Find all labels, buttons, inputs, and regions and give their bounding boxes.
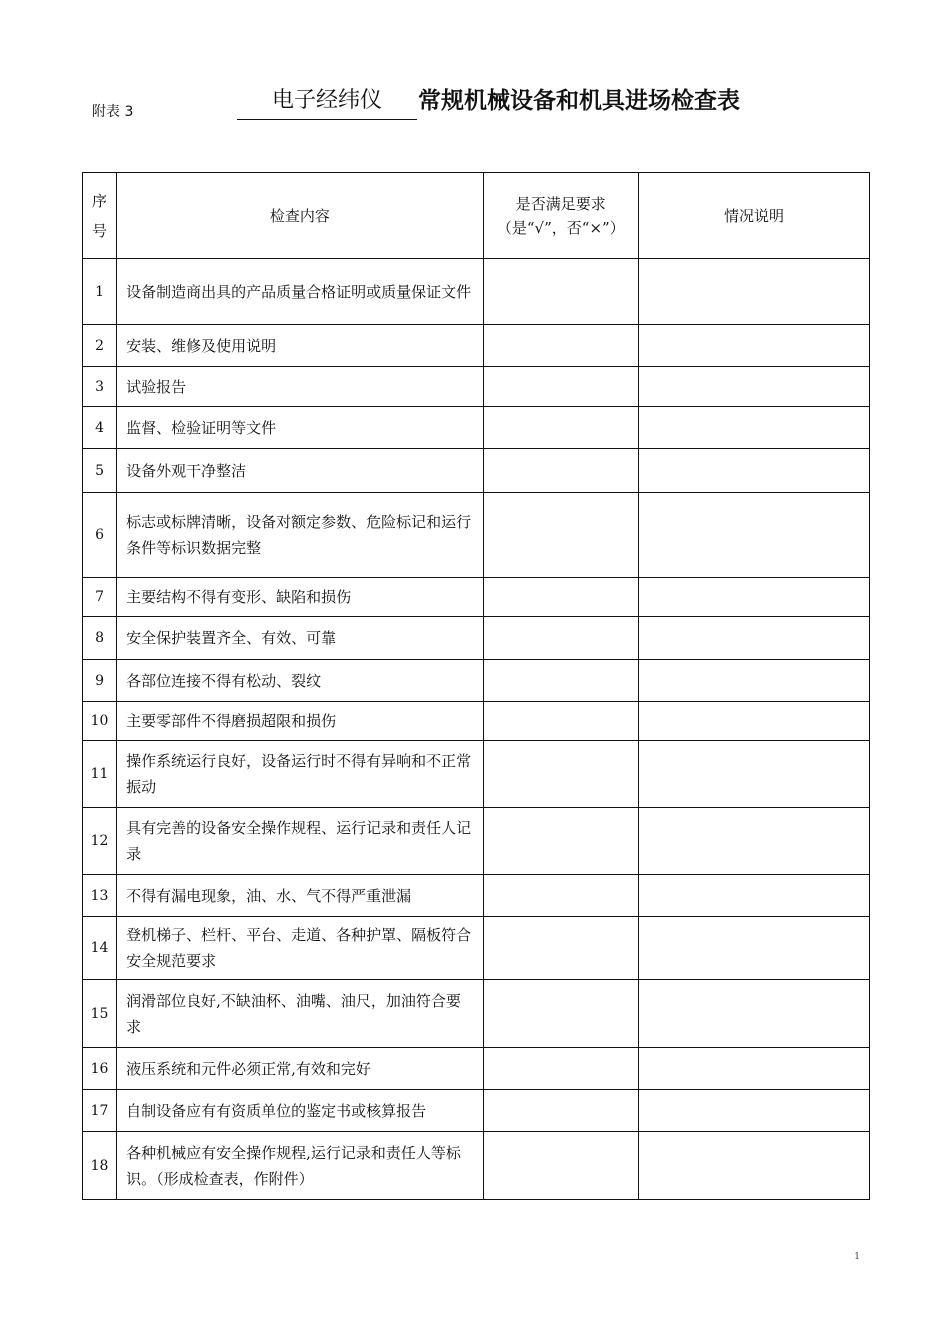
row-notes-cell[interactable] [639,980,870,1048]
row-check-item: 主要结构不得有变形、缺陷和损伤 [117,578,483,617]
row-notes-cell[interactable] [639,493,870,578]
row-number: 15 [83,980,117,1048]
row-number: 10 [83,702,117,741]
row-number: 18 [83,1132,117,1200]
row-number: 13 [83,875,117,917]
page-number: 1 [854,1252,860,1262]
row-number: 11 [83,741,117,808]
row-compliance-cell[interactable] [483,259,639,325]
row-check-item: 自制设备应有有资质单位的鉴定书或核算报告 [117,1090,483,1132]
row-compliance-cell[interactable] [483,617,639,660]
row-number: 1 [83,259,117,325]
row-notes-cell[interactable] [639,1132,870,1200]
row-check-item: 主要零部件不得磨损超限和损伤 [117,702,483,741]
row-compliance-cell[interactable] [483,1048,639,1090]
row-check-item: 安装、维修及使用说明 [117,325,483,367]
row-number: 3 [83,367,117,407]
table-header-row [83,173,870,259]
table-row [83,1048,870,1090]
column-header-compliance-label: 是否满足要求（是“√”，否“×”） [496,194,625,237]
table-row [83,702,870,741]
row-notes-cell[interactable] [639,660,870,702]
row-check-item: 试验报告 [117,367,483,407]
table-row [83,1090,870,1132]
row-number: 7 [83,578,117,617]
row-compliance-cell[interactable] [483,493,639,578]
table-row [83,917,870,980]
row-compliance-cell[interactable] [483,449,639,493]
row-compliance-cell[interactable] [483,808,639,875]
table-row [83,407,870,449]
row-check-item: 具有完善的设备安全操作规程、运行记录和责任人记录 [117,808,483,875]
row-notes-cell[interactable] [639,325,870,367]
row-check-item: 标志或标牌清晰，设备对额定参数、危险标记和运行条件等标识数据完整 [117,493,483,578]
column-header-index [83,173,117,259]
equipment-name-field[interactable]: 电子经纬仪 [237,85,417,120]
row-number: 12 [83,808,117,875]
row-compliance-cell[interactable] [483,741,639,808]
table-row [83,808,870,875]
row-notes-cell[interactable] [639,1048,870,1090]
row-number: 2 [83,325,117,367]
row-notes-cell[interactable] [639,741,870,808]
row-notes-cell[interactable] [639,578,870,617]
row-number: 14 [83,917,117,980]
appendix-label: 附表 3 [92,104,134,120]
row-compliance-cell[interactable] [483,367,639,407]
table-row [83,617,870,660]
row-number: 5 [83,449,117,493]
row-compliance-cell[interactable] [483,917,639,980]
row-number: 17 [83,1090,117,1132]
row-notes-cell[interactable] [639,617,870,660]
row-notes-cell[interactable] [639,917,870,980]
column-header-index-label: 序号 [92,191,108,240]
row-compliance-cell[interactable] [483,407,639,449]
row-number: 9 [83,660,117,702]
table-row [83,741,870,808]
row-notes-cell[interactable] [639,407,870,449]
row-compliance-cell[interactable] [483,578,639,617]
table-row [83,660,870,702]
row-check-item: 各部位连接不得有松动、裂纹 [117,660,483,702]
row-notes-cell[interactable] [639,259,870,325]
row-compliance-cell[interactable] [483,325,639,367]
row-compliance-cell[interactable] [483,980,639,1048]
row-check-item: 各种机械应有安全操作规程,运行记录和责任人等标识。（形成检查表，作附件） [117,1132,483,1200]
row-compliance-cell[interactable] [483,1090,639,1132]
column-header-compliance [483,173,639,259]
row-check-item: 操作系统运行良好，设备运行时不得有异响和不正常振动 [117,741,483,808]
table-row [83,875,870,917]
column-header-notes: 情况说明 [639,173,870,259]
row-notes-cell[interactable] [639,1090,870,1132]
row-check-item: 设备制造商出具的产品质量合格证明或质量保证文件 [117,259,483,325]
inspection-table [82,172,870,1200]
row-notes-cell[interactable] [639,875,870,917]
column-header-content: 检查内容 [117,173,483,259]
row-number: 8 [83,617,117,660]
table-row [83,367,870,407]
row-check-item: 监督、检验证明等文件 [117,407,483,449]
row-number: 6 [83,493,117,578]
table-row [83,449,870,493]
table-row [83,493,870,578]
row-notes-cell[interactable] [639,702,870,741]
row-compliance-cell[interactable] [483,875,639,917]
row-number: 16 [83,1048,117,1090]
row-compliance-cell[interactable] [483,660,639,702]
table-row [83,325,870,367]
row-compliance-cell[interactable] [483,1132,639,1200]
table-row [83,1132,870,1200]
row-check-item: 设备外观干净整洁 [117,449,483,493]
document-title: 常规机械设备和机具进场检查表 [418,88,740,114]
table-row [83,259,870,325]
row-compliance-cell[interactable] [483,702,639,741]
row-check-item: 安全保护装置齐全、有效、可靠 [117,617,483,660]
row-check-item: 登机梯子、栏杆、平台、走道、各种护罩、隔板符合安全规范要求 [117,917,483,980]
row-number: 4 [83,407,117,449]
table-row [83,578,870,617]
row-check-item: 润滑部位良好,不缺油杯、油嘴、油尺，加油符合要求 [117,980,483,1048]
row-notes-cell[interactable] [639,808,870,875]
row-check-item: 液压系统和元件必须正常,有效和完好 [117,1048,483,1090]
row-notes-cell[interactable] [639,367,870,407]
table-row [83,980,870,1048]
row-check-item: 不得有漏电现象，油、水、气不得严重泄漏 [117,875,483,917]
row-notes-cell[interactable] [639,449,870,493]
